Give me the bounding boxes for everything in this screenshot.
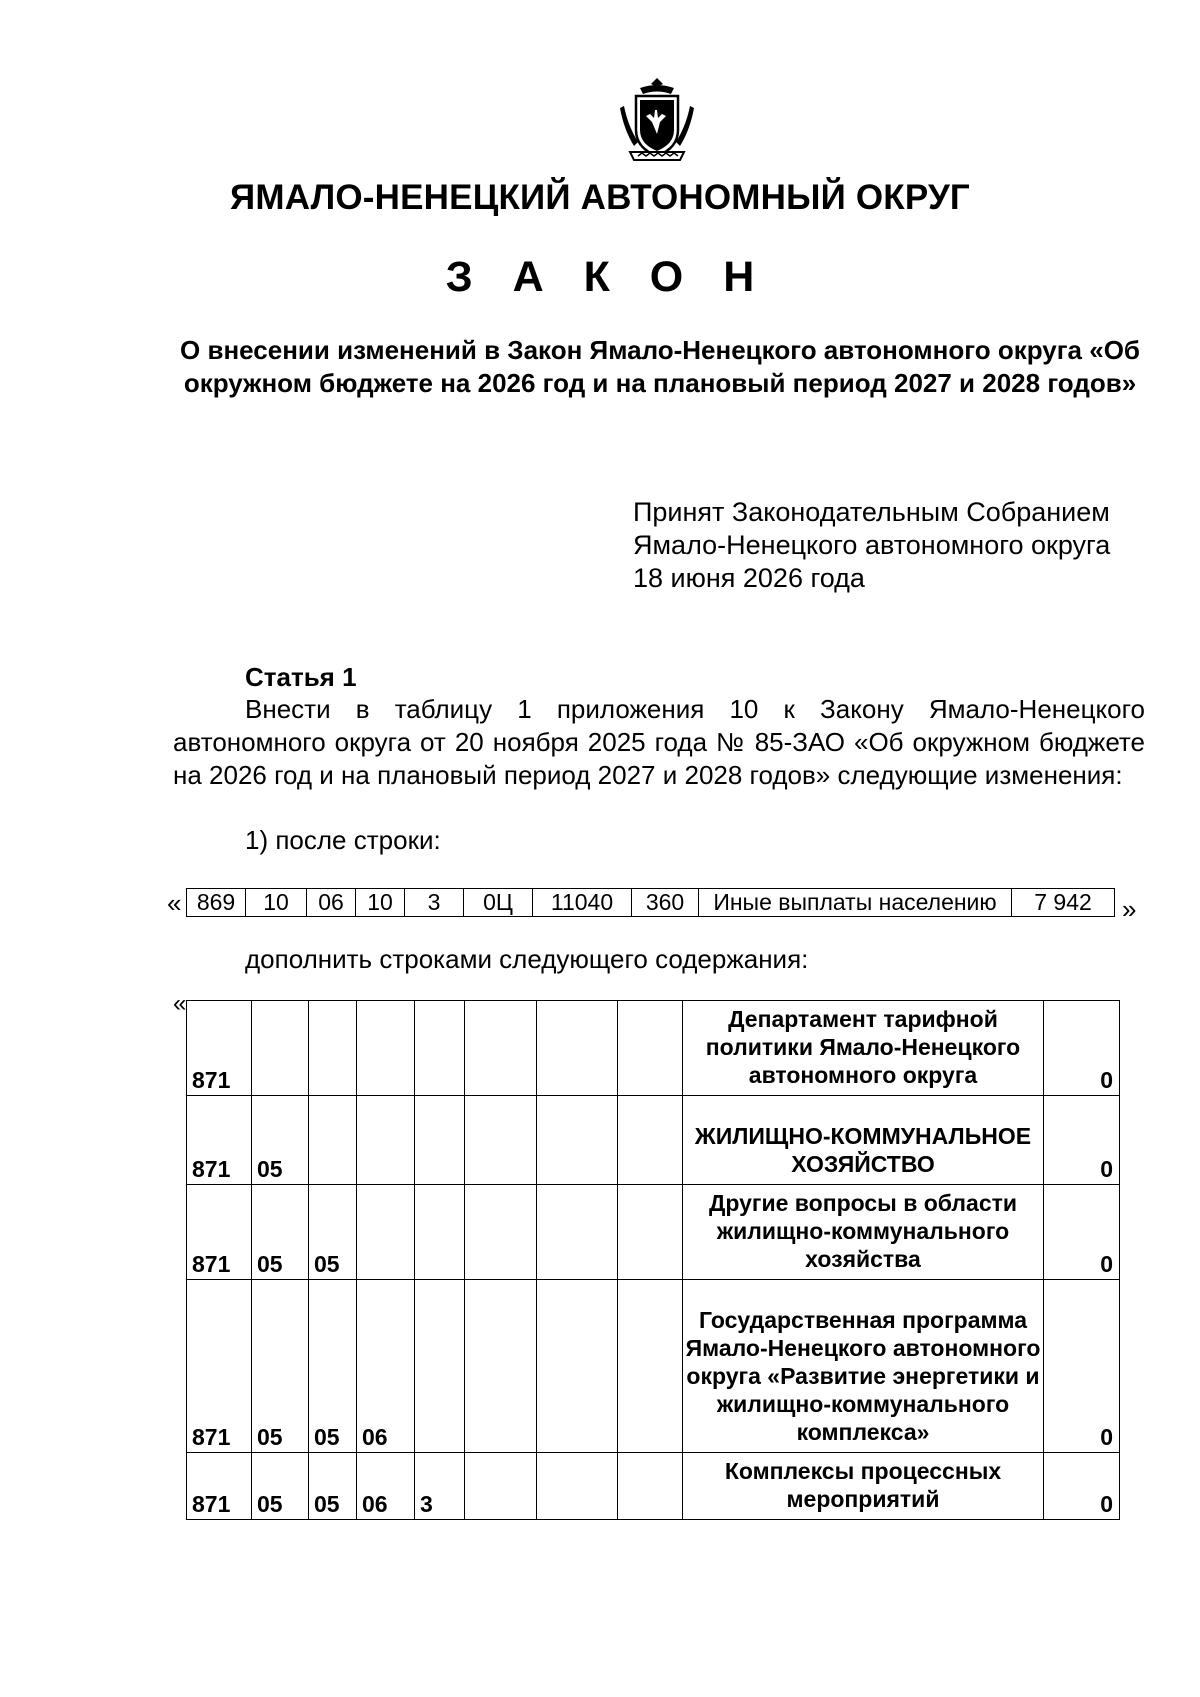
region-title: ЯМАЛО-НЕНЕЦКИЙ АВТОНОМНЫЙ ОКРУГ xyxy=(230,178,970,217)
table-cell-name: Комплексы процессных мероприятий xyxy=(683,1453,1044,1520)
table-row xyxy=(187,889,1115,917)
table-row xyxy=(187,1096,1120,1185)
table-cell-name: Государственная программа Ямало-Ненецкого автономного округа «Развитие энергетики и жилищно-коммунального комплекса» xyxy=(683,1280,1044,1453)
table-cell: 05 xyxy=(252,1280,309,1453)
table-row xyxy=(187,1185,1120,1280)
table-cell xyxy=(357,1096,415,1185)
table-cell: 05 xyxy=(252,1096,309,1185)
table-cell: 10 xyxy=(356,889,405,917)
table-cell xyxy=(357,1001,415,1096)
table-cell: 871 xyxy=(187,1185,252,1280)
table-cell: 0Ц xyxy=(464,889,533,917)
table-cell: 05 xyxy=(252,1453,309,1520)
table-cell: 11040 xyxy=(533,889,632,917)
table-cell: 871 xyxy=(187,1453,252,1520)
table-cell: 05 xyxy=(252,1185,309,1280)
table-cell: 05 xyxy=(309,1280,357,1453)
table-cell-amount: 0 xyxy=(1044,1185,1120,1280)
table-cell: 869 xyxy=(187,889,246,917)
table-cell xyxy=(465,1001,537,1096)
table-cell xyxy=(618,1185,683,1280)
law-title: О внесении изменений в Закон Ямало-Ненецкого автономного округа «Об окружном бюджете на 2026 год и на плановый период 2027 и 2028 годов» xyxy=(180,335,1140,398)
quote-open: « xyxy=(173,990,187,1017)
adoption-line-3: 18 июня 2026 года xyxy=(633,563,865,593)
table-cell: 360 xyxy=(632,889,699,917)
article-text: Внести в таблицу 1 приложения 10 к Закону Ямало-Ненецкого автономного округа от 20 ноября 2025 года № 85-ЗАО «Об окружном бюджете на 2026 год и на плановый период 2027 и 2028 годов» следующие изменения: xyxy=(173,694,1145,790)
table-row xyxy=(187,1280,1120,1453)
adoption-line-1: Принят Законодательным Собранием xyxy=(633,497,1110,527)
table-cell xyxy=(415,1280,465,1453)
addition-intro: дополнить строками следующего содержания: xyxy=(245,944,809,974)
table-cell xyxy=(537,1001,618,1096)
table-cell: 05 xyxy=(309,1185,357,1280)
table-cell xyxy=(537,1185,618,1280)
table-cell xyxy=(618,1280,683,1453)
quote-close: » xyxy=(1122,894,1137,924)
table-cell-amount: 0 xyxy=(1044,1280,1120,1453)
table-cell xyxy=(618,1001,683,1096)
table-cell xyxy=(465,1453,537,1520)
table-cell xyxy=(309,1096,357,1185)
table-cell: 06 xyxy=(357,1453,415,1520)
table-cell xyxy=(415,1001,465,1096)
table-cell xyxy=(465,1096,537,1185)
table-cell: 3 xyxy=(405,889,464,917)
table-cell: 7 942 xyxy=(1012,889,1115,917)
table-cell-name: Департамент тарифной политики Ямало-Ненецкого автономного округа xyxy=(683,1001,1044,1096)
table-cell xyxy=(309,1001,357,1096)
table-cell xyxy=(465,1280,537,1453)
table-cell xyxy=(415,1185,465,1280)
table-cell xyxy=(537,1453,618,1520)
table-cell: 05 xyxy=(309,1453,357,1520)
table-cell: 06 xyxy=(357,1280,415,1453)
table-cell xyxy=(465,1185,537,1280)
coat-of-arms-emblem xyxy=(618,76,696,166)
table-row xyxy=(187,1001,1120,1096)
quote-open: « xyxy=(167,888,182,918)
table-cell: 06 xyxy=(307,889,356,917)
item-1-text: 1) после строки: xyxy=(245,825,441,855)
existing-row-table xyxy=(186,888,1115,917)
adoption-line-2: Ямало-Ненецкого автономного округа xyxy=(633,530,1111,560)
table-cell: 871 xyxy=(187,1001,252,1096)
table-cell-amount: 0 xyxy=(1044,1001,1120,1096)
table-cell: 871 xyxy=(187,1280,252,1453)
table-cell: 10 xyxy=(246,889,307,917)
table-cell xyxy=(252,1001,309,1096)
table-cell: 3 xyxy=(415,1453,465,1520)
table-cell-name: ЖИЛИЩНО-КОММУНАЛЬНОЕ ХОЗЯЙСТВО xyxy=(683,1096,1044,1185)
table-cell-name: Другие вопросы в области жилищно-коммунального хозяйства xyxy=(683,1185,1044,1280)
adoption-info xyxy=(633,496,1110,595)
table-cell xyxy=(618,1096,683,1185)
table-cell xyxy=(618,1453,683,1520)
table-cell xyxy=(357,1185,415,1280)
table-cell xyxy=(415,1096,465,1185)
table-cell: 871 xyxy=(187,1096,252,1185)
article-heading: Статья 1 xyxy=(245,662,357,692)
new-rows-table xyxy=(186,1000,1120,1520)
table-cell: Иные выплаты населению xyxy=(699,889,1012,917)
document-type: З А К О Н xyxy=(445,253,769,301)
table-cell xyxy=(537,1096,618,1185)
table-cell-amount: 0 xyxy=(1044,1096,1120,1185)
table-cell-amount: 0 xyxy=(1044,1453,1120,1520)
table-cell xyxy=(537,1280,618,1453)
table-row xyxy=(187,1453,1120,1520)
